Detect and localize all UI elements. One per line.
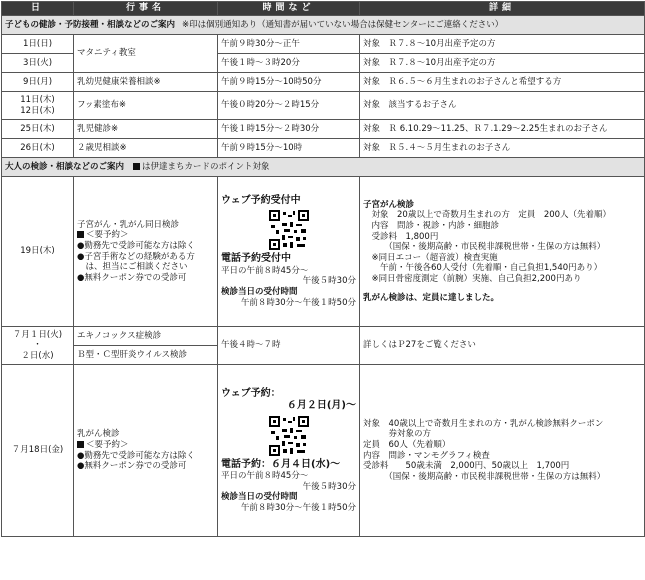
row-date: 19日(木) xyxy=(2,177,74,327)
row-date-first: 11日(木) xyxy=(20,94,55,105)
event-notes xyxy=(77,241,214,284)
event-title: 乳がん検診 xyxy=(77,429,120,440)
row-date: 9日(月) xyxy=(2,73,74,92)
row-date: ７月18日(金) xyxy=(2,365,74,537)
day-reception-label: 検診当日の受付時間 xyxy=(221,287,298,297)
point-mark-icon xyxy=(77,231,84,238)
table-row xyxy=(2,327,645,346)
row-detail: 対象 Ｒ７.８～10月出産予定の方 xyxy=(360,54,645,73)
table-row xyxy=(2,177,645,327)
list-item: は、担当にご相談ください xyxy=(77,262,188,273)
row-date-dot: ・ xyxy=(33,340,42,351)
row-date xyxy=(2,92,74,120)
row-time: 午後１時15分～２時30分 xyxy=(218,120,360,139)
row-date-first: ７月１日(火) xyxy=(12,329,63,340)
web-reserve-label: ウェブ予約： xyxy=(221,387,281,399)
detail-line: 乳がん検診は、定員に達しました。 xyxy=(363,292,500,303)
row-date-second: ２日(水) xyxy=(21,350,54,361)
list-item: ●無料クーポン券での受診可 xyxy=(77,461,187,472)
row-detail: 詳しくはＰ27をご覧ください xyxy=(360,327,645,365)
row-time: 午後４時～７時 xyxy=(218,327,360,365)
adult-section-note: は伊達まちカードのポイント対象 xyxy=(141,161,270,172)
detail-line: 内容 問診・視診・内診・細胞診 xyxy=(363,220,500,231)
header-time: 時間など xyxy=(218,2,360,16)
row-date: 1日(日) xyxy=(2,35,74,54)
row-detail xyxy=(360,177,645,327)
row-detail: 対象 Ｒ６.５～６月生まれのお子さんと希望する方 xyxy=(360,73,645,92)
reserve-label: ＜要予約＞ xyxy=(86,439,129,450)
detail-line: 受診料 50歳未満 2,000円、50歳以上 1,700円 xyxy=(363,461,570,472)
point-mark-icon xyxy=(77,441,84,448)
table-row xyxy=(2,73,645,92)
row-event xyxy=(74,365,218,537)
list-item: ●子宮手術などの経験がある方 xyxy=(77,251,195,262)
adult-section-header xyxy=(2,158,645,177)
row-time: 午後１時～３時20分 xyxy=(218,54,360,73)
day-reception-time: 午前８時30分～午後１時50分 xyxy=(240,297,356,308)
detail-line: 内容 問診・マンモグラフィ検査 xyxy=(363,450,490,461)
table-row xyxy=(2,365,645,537)
row-time xyxy=(218,365,360,537)
row-event: 乳児健診※ xyxy=(74,120,218,139)
row-detail xyxy=(360,365,645,537)
child-section-header xyxy=(2,16,645,35)
row-time xyxy=(218,177,360,327)
detail-line: ※同日骨密度測定（前腕）実施、自己負担2,200円あり xyxy=(363,274,582,285)
detail-line: 午前・午後各60人受付（先着順・自己負担1,540円あり） xyxy=(363,263,603,274)
table-header-row xyxy=(2,2,645,16)
row-event: 乳幼児健康栄養相談※ xyxy=(74,73,218,92)
row-event: ２歳児相談※ xyxy=(74,139,218,158)
event-title: 子宮がん・乳がん同日検診 xyxy=(77,219,180,230)
schedule-table xyxy=(1,1,645,537)
detail-line: 定員 60人（先着順） xyxy=(363,439,451,450)
detail-line xyxy=(363,285,641,293)
point-mark-icon xyxy=(133,163,140,170)
list-item: ●無料クーポン券での受診可 xyxy=(77,272,187,283)
list-item: ●勤務先で受診可能な方は除く xyxy=(77,450,195,461)
table-row xyxy=(2,120,645,139)
header-date: 日 xyxy=(2,2,74,16)
row-event: Ｂ型・Ｃ型肝炎ウイルス検診 xyxy=(74,346,218,365)
header-event: 行事名 xyxy=(74,2,218,16)
list-item: ●勤務先で受診可能な方は除く xyxy=(77,240,195,251)
row-detail: 対象 Ｒ５.４～５月生まれのお子さん xyxy=(360,139,645,158)
event-notes xyxy=(77,451,214,472)
day-reception-time: 午前８時30分～午後１時50分 xyxy=(240,502,356,513)
web-reserve-date: ６月２日(月)～ xyxy=(286,400,356,411)
reserve-label: ＜要予約＞ xyxy=(86,230,129,241)
row-time: 午前９時15分～10時 xyxy=(218,139,360,158)
qr-code-icon[interactable] xyxy=(269,416,309,456)
detail-line: 券対象の方 xyxy=(363,429,432,440)
row-date-second: 12日(木) xyxy=(20,105,55,116)
phone-reserve-label: 電話予約受付中 xyxy=(221,253,291,265)
adult-section-title: 大人の検診・相談などのご案内 xyxy=(5,161,125,172)
detail-line: 対象 40歳以上で奇数月生まれの方・乳がん検診無料クーポン xyxy=(363,418,604,429)
event-reserve xyxy=(77,440,214,451)
day-reception-label: 検診当日の受付時間 xyxy=(221,492,298,503)
table-row xyxy=(2,139,645,158)
detail-line: 対象 20歳以上で奇数月生まれの方 定員 200人（先着順） xyxy=(363,210,612,221)
table-row xyxy=(2,35,645,54)
detail-line: 受診料 1,800円 xyxy=(363,231,439,242)
detail-line: （国保・後期高齢・市民税非課税世帯・生保の方は無料） xyxy=(363,471,606,482)
row-event xyxy=(74,177,218,327)
row-event: フッ素塗布※ xyxy=(74,92,218,120)
phone-time-start: 平日の午前８時45分～ xyxy=(221,265,309,276)
detail-line: （国保・後期高齢・市民税非課税世帯・生保の方は無料） xyxy=(363,242,606,253)
detail-line: 子宮がん検診 xyxy=(363,199,415,210)
row-detail: 対象 Ｒ７.８～10月出産予定の方 xyxy=(360,35,645,54)
web-reserve-label: ウェブ予約受付中 xyxy=(221,194,301,206)
row-event: エキノコックス症検診 xyxy=(74,327,218,346)
row-date xyxy=(2,327,74,365)
phone-reserve-label: 電話予約：６月４日(水)～ xyxy=(221,458,341,470)
row-detail: 対象 Ｒ 6.10.29～11.25、Ｒ７.1.29～2.25生まれのお子さん xyxy=(360,120,645,139)
child-section-title: 子どもの健診・予防接種・相談などのご案内 xyxy=(5,19,176,30)
row-detail: 対象 該当するお子さん xyxy=(360,92,645,120)
row-event: マタニティ教室 xyxy=(74,35,218,73)
phone-time-start: 平日の午前８時45分～ xyxy=(221,471,309,481)
row-time: 午前９時30分～正午 xyxy=(218,35,360,54)
header-detail: 詳細 xyxy=(360,2,645,16)
row-date: 26日(木) xyxy=(2,139,74,158)
phone-time-end: 午後５時30分 xyxy=(302,481,356,492)
qr-code-icon[interactable] xyxy=(269,210,309,250)
row-date: 3日(火) xyxy=(2,54,74,73)
row-time: 午後０時20分～２時15分 xyxy=(218,92,360,120)
child-section-note: ※印は個別通知あり（通知書が届いていない場合は保健センターにご連絡ください） xyxy=(181,19,504,30)
row-date: 25日(木) xyxy=(2,120,74,139)
phone-time-end: 午後５時30分 xyxy=(302,276,356,287)
event-reserve xyxy=(77,230,214,241)
detail-line: ※同日エコー（超音波）検査実施 xyxy=(363,252,498,263)
row-time: 午前９時15分～10時50分 xyxy=(218,73,360,92)
table-row xyxy=(2,92,645,120)
